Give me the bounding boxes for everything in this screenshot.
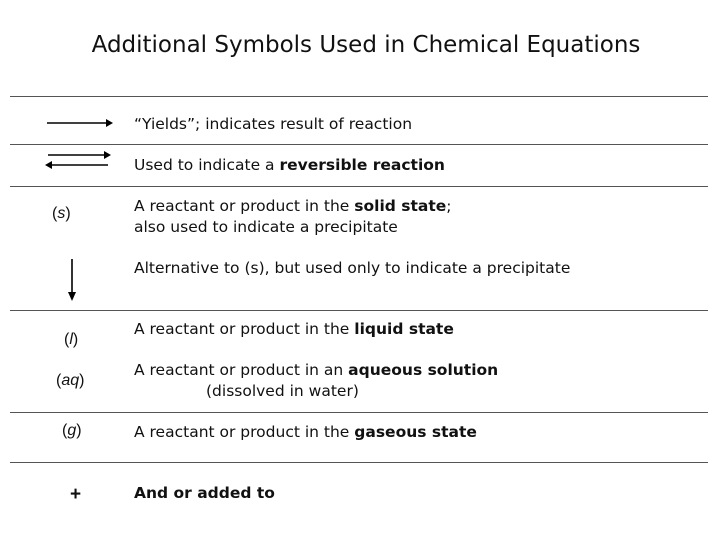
row-description: A reactant or product in the solid state; also used to indicate a precipitate bbox=[134, 197, 452, 236]
divider bbox=[10, 144, 708, 145]
row-description: Alternative to (s), but used only to indicate a precipitate bbox=[134, 259, 571, 277]
aqueous-symbol: (aq) bbox=[56, 372, 85, 389]
divider bbox=[10, 310, 708, 311]
divider bbox=[10, 186, 708, 187]
row-description: A reactant or product in the gaseous state bbox=[134, 423, 477, 441]
page-title: Additional Symbols Used in Chemical Equations bbox=[91, 32, 641, 58]
row-description: A reactant or product in an aqueous solution (dissolved in water) bbox=[134, 361, 499, 400]
solid-symbol: (s) bbox=[52, 205, 71, 222]
right-arrow-icon bbox=[46, 117, 114, 129]
row-description: “Yields”; indicates result of reaction bbox=[134, 115, 413, 133]
plus-symbol: + bbox=[70, 484, 82, 505]
row-description: And or added to bbox=[134, 484, 275, 502]
liquid-symbol: (l) bbox=[64, 331, 79, 348]
down-arrow-icon bbox=[66, 258, 78, 302]
row-description: Used to indicate a reversible reaction bbox=[134, 156, 445, 174]
row-description: A reactant or product in the liquid state bbox=[134, 320, 454, 338]
double-arrow-icon bbox=[44, 150, 112, 170]
divider bbox=[10, 412, 708, 413]
divider bbox=[10, 462, 708, 463]
gas-symbol: (g) bbox=[62, 422, 82, 439]
divider bbox=[10, 96, 708, 97]
